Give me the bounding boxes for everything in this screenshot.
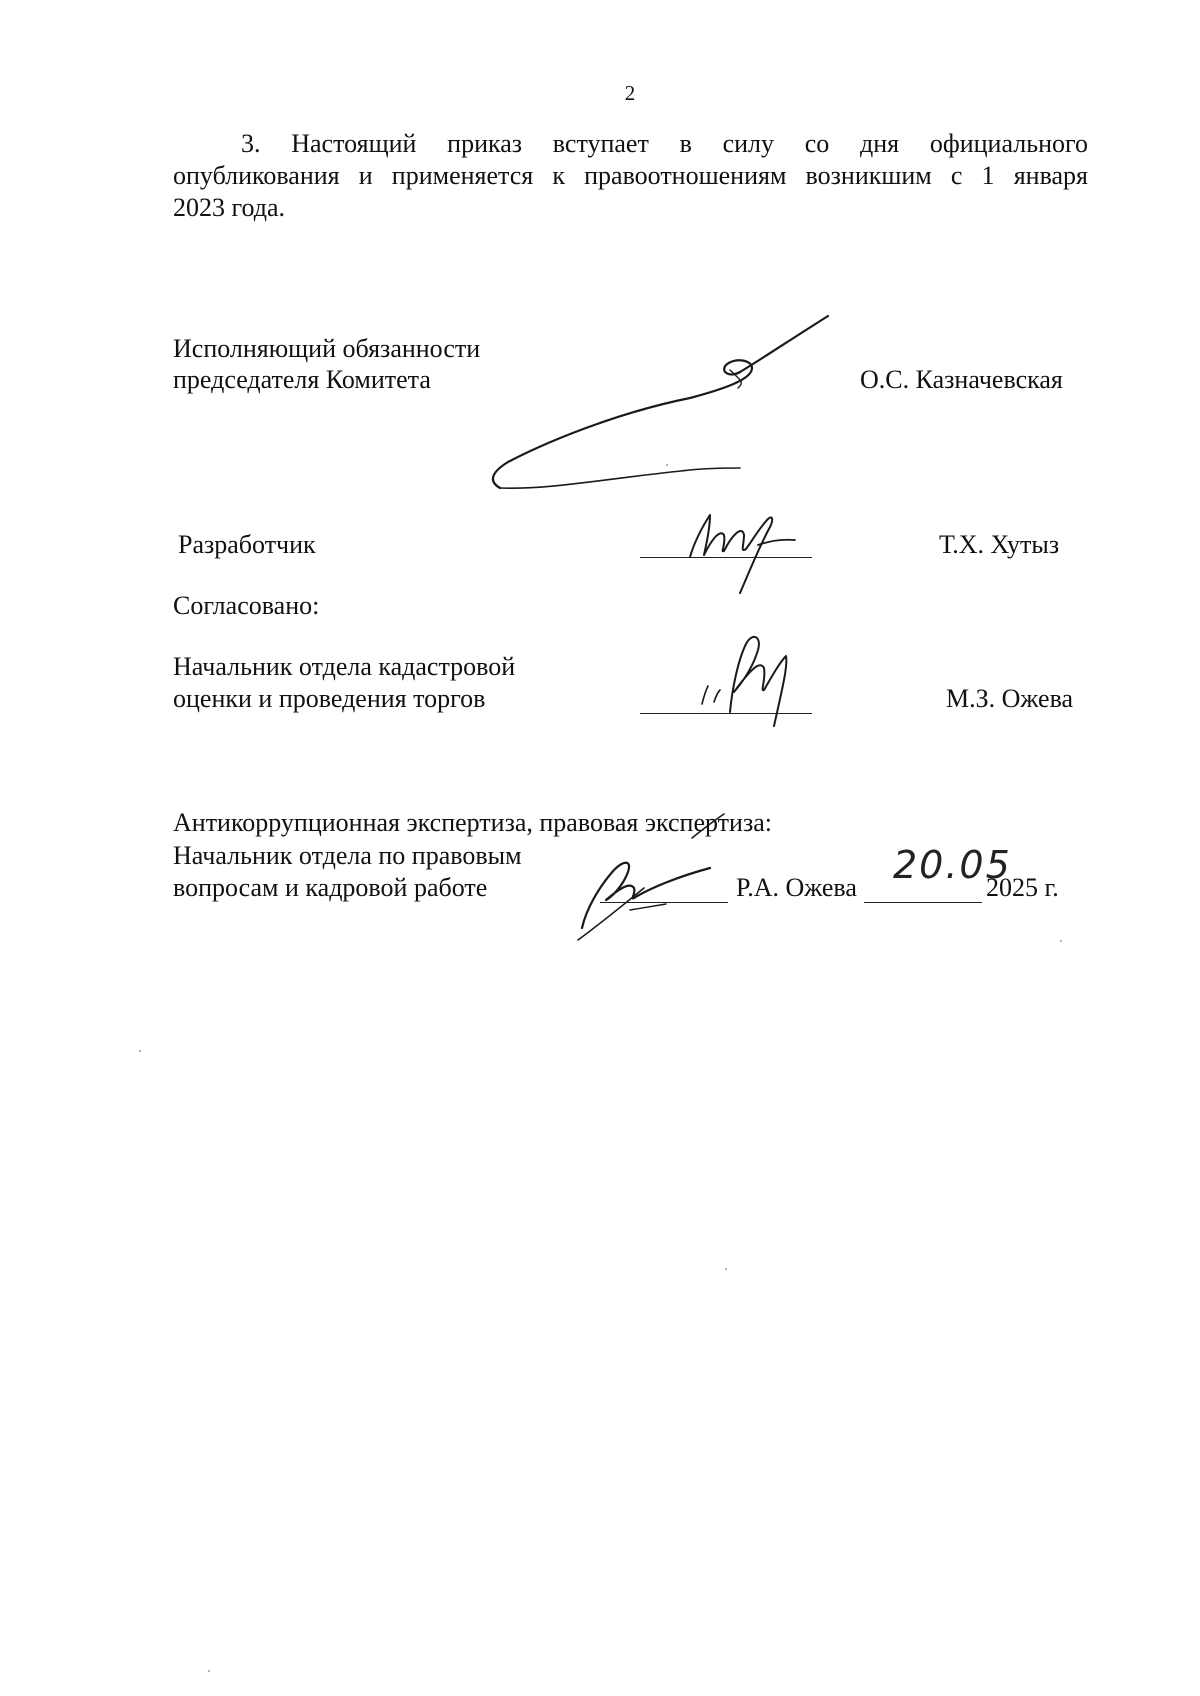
developer-position: Разработчик xyxy=(178,530,316,559)
expertise-date-line xyxy=(864,902,982,903)
order-clause-paragraph xyxy=(173,128,1088,224)
chair-name: О.С. Казначевская xyxy=(860,365,1063,394)
scan-speck xyxy=(208,1670,210,1672)
paragraph-line: 3. Настоящий приказ вступает в силу со дня официального xyxy=(241,129,1088,158)
agreed-label: Согласовано: xyxy=(173,591,320,620)
cadastral-head-name: М.З. Ожева xyxy=(946,684,1074,713)
scan-speck xyxy=(666,464,668,466)
scan-speck xyxy=(1060,940,1062,942)
scan-speck xyxy=(139,1050,141,1052)
scan-speck xyxy=(725,1268,727,1270)
chair-position-line-1: Исполняющий обязанности xyxy=(173,334,481,363)
cadastral-head-signature xyxy=(690,630,800,730)
chair-position-line-2: председателя Комитета xyxy=(173,365,431,394)
expertise-stroke-mark xyxy=(690,812,730,842)
expertise-signature xyxy=(570,840,740,950)
chair-signature xyxy=(490,310,830,460)
expertise-position-line-1: Начальник отдела по правовым xyxy=(173,841,522,870)
expertise-heading: Антикоррупционная экспертиза, правовая экспертиза: xyxy=(173,808,772,837)
developer-name: Т.Х. Хутыз xyxy=(939,530,1060,559)
cadastral-head-position-line-2: оценки и проведения торгов xyxy=(173,684,486,713)
developer-signature xyxy=(680,505,820,595)
page-number: 2 xyxy=(624,81,636,105)
expertise-date-handwritten: 20.05 xyxy=(893,843,1012,887)
cadastral-head-position-line-1: Начальник отдела кадастровой xyxy=(173,652,516,681)
paragraph-line: опубликования и применяется к правоотношениям возникшим с 1 января xyxy=(173,161,1088,190)
paragraph-line: 2023 года. xyxy=(173,193,286,222)
expertise-position-line-2: вопросам и кадровой работе xyxy=(173,873,488,902)
expertise-date-suffix: 2025 г. xyxy=(986,873,1059,902)
expertise-name: Р.А. Ожева xyxy=(736,873,857,902)
